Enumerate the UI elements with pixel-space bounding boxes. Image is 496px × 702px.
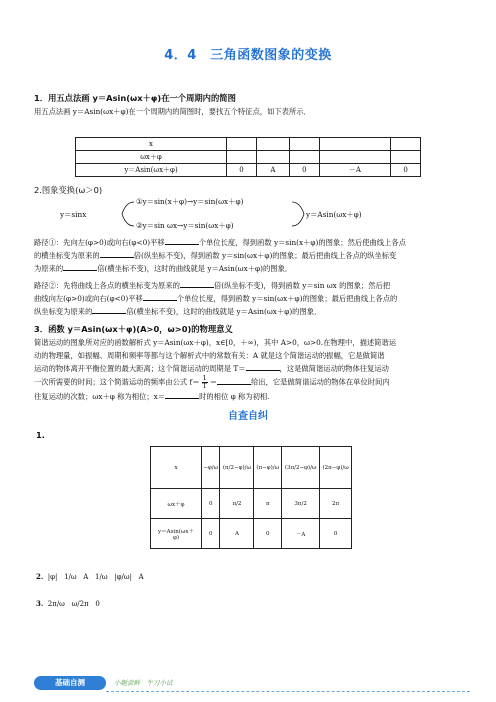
table-row-label: x <box>76 138 227 151</box>
five-point-table <box>75 137 421 177</box>
diagram-path1: ①y＝sin(x＋φ)→y＝sin(ωx＋φ) <box>136 197 244 206</box>
answers-heading: 自查自纠 <box>228 411 268 422</box>
table-cell: 0 <box>289 164 319 177</box>
page-title: 4．4 三角函数图象的变换 <box>164 48 332 63</box>
section2-heading: 2.图象变换(ω＞0) <box>34 185 103 195</box>
banner-subtitle: 小题尝鲜 牛刀小试 <box>114 679 173 687</box>
transform-diagram <box>60 196 380 232</box>
table-row-label: ωx＋φ <box>76 151 227 164</box>
diagram-left: y＝sinx <box>60 210 87 219</box>
path2-paragraph: 路径②：先将曲线上各点的横坐标变为原来的 倍(纵坐标不变)，得到函数 y＝sin ωx 的图象；然后把 曲线向左(φ>0)或向右(φ<0)平移 个单位长度，得到函数 y＝sin(ωx＋φ)的图象；最后把曲线上各点的 纵坐标变为原来的 倍(横坐标不变)，这时的曲线就是 y＝Asin(ωx＋φ)的图象． <box>34 281 398 316</box>
table-cell: 0 <box>227 164 257 177</box>
frequency-fraction: $\frac{1}{T}$ <box>202 374 207 390</box>
table-row-label: ωx＋φ <box>151 489 202 519</box>
section1-intro: 用五点法画 y＝Asin(ωx＋φ)在一个周期内的简图时，要找五个特征点，如下表所示． <box>34 107 311 116</box>
answer-1-label: 1. <box>36 430 45 440</box>
table-row-label: x <box>151 447 202 489</box>
answer-3: 3. 2π/ω ω/2π 0 <box>36 599 100 608</box>
section-banner <box>34 674 470 692</box>
section1-heading: 1．用五点法画 y＝Asin(ωx＋φ)在一个周期内的简图 <box>34 93 236 103</box>
table-row-label: y＝Asin(ωx＋ φ) <box>151 519 202 549</box>
answer-2: 2. |φ| 1/ω A 1/ω |φ/ω| A <box>36 572 144 581</box>
section3-body: 简谐运动的图象所对应的函数解析式 y＝Asin(ωx＋φ)，x∈[0，＋∞)，其中 A>0，ω>0.在物理中，描述简谐运 动的物理量，如振幅、周期和频率等都与这个解析式中的常数有关：A 就是这个简谐运动的振幅，它是做简谐 运动的物体离开平衡位置的最大距离；这个简谐运动的周期是 T＝ ，这是做简谐运动的物体往复运动 一次所需要的时间；这个简谐运动的频率由公式 f＝ $\frac{1}{T}$ ＝ 给出，它是做简谐运动的物体在单位时间内 往复运动的次数；ωx＋φ 称为相位；x＝ 时的相位 φ 称为初相. <box>34 338 397 401</box>
table-row-label: y＝Asin(ωx＋φ) <box>76 164 227 177</box>
table-cell: 0 <box>391 164 421 177</box>
diagram-path2: ②y＝sin ωx→y＝sin(ωx＋φ) <box>136 221 234 230</box>
banner-badge: 基础自测 <box>34 676 106 690</box>
section3-heading: 3．函数 y＝Asin(ωx＋φ)(A>0，ω>0)的物理意义 <box>34 324 233 334</box>
table-cell: －A <box>319 164 390 177</box>
path1-paragraph: 路径①：先向左(φ>0)或向右(φ<0)平移 个单位长度，得到函数 y＝sin(x＋φ)的图象；然后使曲线上各点 的横坐标变为原来的 倍(纵坐标不变)，得到函数 y＝sin(ωx＋φ)的图象；最后把曲线上各点的纵坐标变 为原来的 倍(横坐标不变)，这时的曲线就是 y＝Asin(ωx＋φ)的图象． <box>34 238 406 273</box>
banner-divider <box>106 691 470 692</box>
table-cell: A <box>256 164 289 177</box>
answer-table: x −φ/ω (π/2−φ)/ω (π−φ)/ω (3π/2−φ)/ω (2π−φ)/ω ωx＋φ 0 π/2 π 3π/2 2π y＝Asin(ωx＋ φ) 0 A 0 －A 0 <box>150 446 352 549</box>
diagram-right: y＝Asin(ωx＋φ) <box>306 210 362 219</box>
